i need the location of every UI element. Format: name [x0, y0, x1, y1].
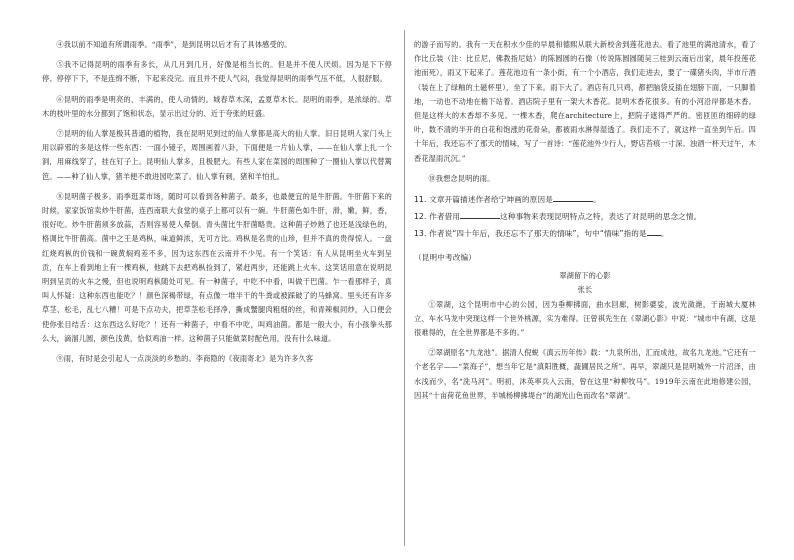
article-author: 张长 — [577, 285, 593, 295]
article-title: 翠湖留下的心影 — [559, 271, 611, 281]
paragraph: ④我以前不知道有所谓雨季。“雨季”，是到昆明以后才有了具体感受的。 — [56, 40, 292, 49]
paragraph: 的游子而写的。我有一天在积水少佳的早晨和德熙从联大新校舍到莲花池去。看了池里的满池清水，看了作比丘装（注：比丘尼，佛教指尼姑）的陈圆圆的石像（传说陈圆圆随吴三桂到云南后出家，晨年投莲花池而死），雨又下起来了。莲花池边有一条小街，有一个小酒店，我们走进去，要了一碟猪头肉，半市斤酒（装在上了绿釉的土磁杯里），坐了下来。雨下大了。酒店有几只鸡，都把脑袋反插在翅膀下面，一只脚着地，一动也不动地在檐下站着。酒店院子里有一架大木香花。昆明木香花很多。有的小河沿岸都是木香。但是这样大的木香却不多见。一棵木香，爬在architecture上，把院子遮得严严的。密匝匝的细碎的绿叶，数不清的半开的白花和饱涨的花骨朵，都被雨水淋得湿透了。我们走不了，就这样一直坐到午后。四十年后，我还忘不了那天的情味，写了一首诗：“莲花池外少行人，野店苔痕一寸深。浊酒一杯天过午，木香花湿雨沉沉。” — [414, 40, 756, 163]
paragraph: ⑦昆明的仙人掌是极其普通的植物，我在昆明见到过的仙人掌都是高大的仙人掌。旧日昆明人家门头上用以辟邪的多是这样一些东西：一面小镜子，周围画着八卦，下面便是一片仙人掌，——在仙人掌上扎一个洞，用麻线穿了，挂在钉子上。昆明仙人掌多，且极肥大。有些人家在菜园的周围种了一圈仙人掌以代替篱笆。——种了仙人掌，猪羊便不敢进园吃菜了。仙人掌有刺，猪和羊怕扎。 — [42, 129, 392, 181]
question-text: 。 — [660, 229, 669, 239]
paragraph: ⑨雨，有时是会引起人一点淡淡的乡愁的。李商隐的《夜雨寄北》是为许多久客 — [56, 354, 314, 364]
source-label: （昆明中考改编） — [414, 253, 476, 263]
question-text: 12. 作者借用 — [414, 212, 461, 222]
paragraph: ①翠湖，这个昆明市中心的公园，因为垂柳拂面，曲水回廊，树影婆娑，波光潋滟，于南城大厦林立、车水马龙中突现这样一个世外桃源，实为难得。汪曾祺先生在《翠湖心影》中说：“城市中有湖，这是很难得的，在全世界都是不多的。” — [414, 299, 756, 338]
answer-blank[interactable] — [460, 210, 500, 219]
left-column — [42, 38, 392, 542]
paragraph: ⑤我不记得昆明的雨季有多长，从几月到几月，好像是相当长的。但是并不使人厌烦。因为是下下停停、停停下下，不是连绵不断，下起来没完。而且并不使人气闷，我觉得昆明的雨季气压不低，人很舒服。 — [42, 60, 392, 84]
paragraph: ⑩我想念昆明的雨。 — [428, 173, 495, 183]
right-column — [414, 38, 756, 542]
question-11 — [414, 192, 756, 207]
question-text: 11. 文章开篇描述作者给宁坤画的原因是 — [414, 195, 553, 205]
question-text: 这种事物来表现昆明特点之特，表达了对昆明的思念之情。 — [500, 212, 702, 222]
paragraph: ②翠湖原名“九龙池”。据清人倪蜕《滇云历年传》载：“九泉所出，汇而成池，故名九龙池。”它还有一个老名字——“菜海子”，想当年它是“滇阳胜概，蔬圃居民之所”。再早，翠湖只是昆明城外一片沼泽，由水浅而少，名“洗马河”。明初，沐英率兵入云南，曾在这里“种柳牧马”。1919年云南在此地修建公园，因其“十亩荷花鱼世界，半城杨柳拂堤台”的湖光山色而改名“翠湖”。 — [414, 348, 756, 400]
question-12 — [414, 209, 756, 224]
paragraph: ⑧昆明菌子极多。雨季逛菜市场，随时可以看到各种菌子。最多，也最便宜的是牛肝菌。牛肝菌下来的时候，家家饭馆卖炒牛肝菌，连西南联大食堂的桌子上都可以有一碗。牛肝菌色如牛肝，滑，嫩，鲜，香，很好吃。炒牛肝菌须多放蒜，否则容易使人晕倒。青头菌比牛肝菌略贵。这种菌子炒熟了也还是浅绿色的，格调比牛肝菌高。菌中之王是鸡枞，味道鲜浓，无可方比。鸡枞是名贵的山珍，但并不真的贵得惊人。一盘红烧鸡枞的价钱和一碗黄焖鸡差不多，因为这东西在云南并不少见。有一个笑话：有人从昆明坐火车到呈贡，在车上看到地上有一棵鸡枞，他跳下去把鸡枞捡到了，紧赶两步，还能跳上火车。这笑话用意在说明昆明到呈贡的火车之慢，但也说明鸡枞随处可见。有一种菌子，中吃不中看，叫做干巴菌。乍一看那样子，真叫人怀疑：这种东西也能吃？！颜色深褐带绿，有点像一堆半干的牛粪或被踩破了的马蜂窝。里头还有许多草茎、松毛，乱七八糟！可是下点功夫，把草茎松毛择净，撕成蟹腿肉粗细的丝，和青辣椒同炒，入口便会使你张目结舌：这东西这么好吃？！还有一种菌子，中看不中吃，叫鸡油菌。都是一般大小，有小孩拳头那么大，滴溜儿圆，颜色浅黄，恰似鸡油一样。这种菌子只能做菜时配色用，没有什么味道。 — [42, 191, 392, 343]
answer-blank[interactable] — [647, 227, 661, 236]
paragraph: ⑥昆明的雨季是明亮的、丰满的，使人动情的。城春草木深，孟夏草木长。昆明的雨季，是浓绿的。草木的枝叶里的水分都到了饱和状态，显示出过分的、近于夸张的旺盛。 — [42, 94, 392, 118]
question-text: 13. 作者说“四十年后，我还忘不了那天的情味”，句中“情味”指的是 — [414, 229, 647, 239]
question-text: 。 — [593, 195, 601, 205]
column-divider — [404, 30, 405, 546]
answer-blank[interactable] — [553, 193, 593, 202]
question-13 — [414, 226, 756, 241]
